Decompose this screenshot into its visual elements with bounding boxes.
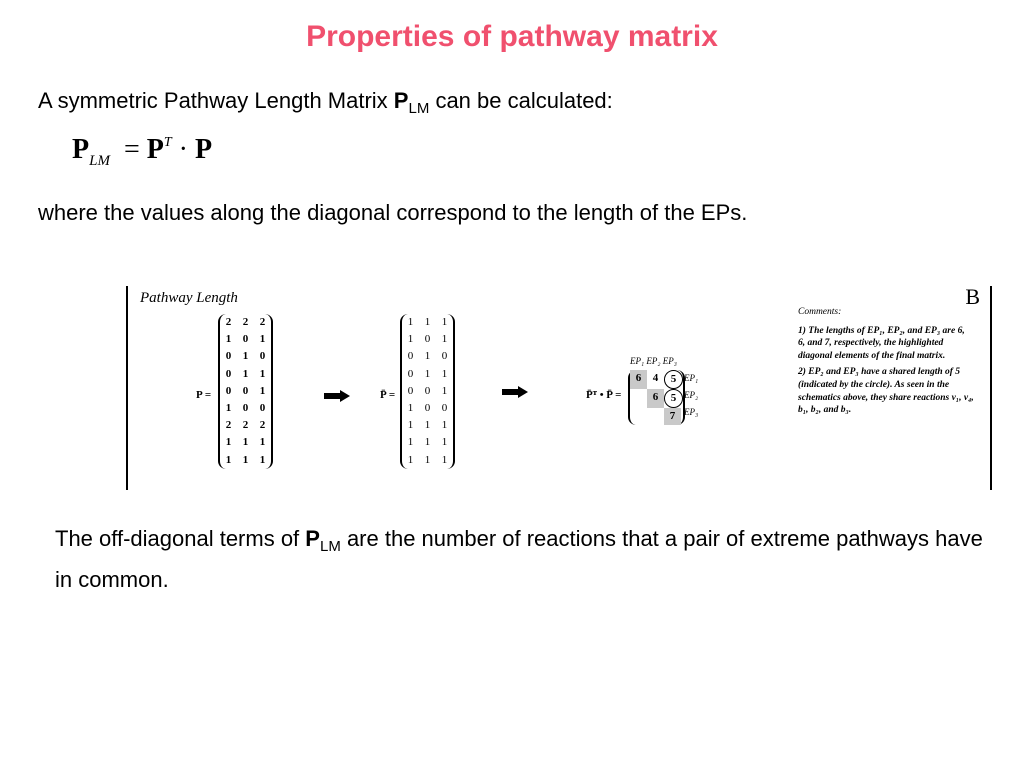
- matrix-p-cell: 2: [259, 316, 266, 328]
- matrix-pbar-cell: 1: [441, 453, 448, 466]
- diagonal-note: where the values along the diagonal correspond to the length of the EPs.: [38, 200, 748, 225]
- result-cell: [630, 389, 647, 408]
- matrix-pbar-cell: 1: [424, 453, 431, 466]
- result-cell: [630, 408, 647, 425]
- matrix-p-cell: 1: [259, 333, 266, 346]
- result-row: [630, 370, 683, 389]
- matrix-p-cell: 0: [259, 350, 266, 363]
- formula-p2: P: [194, 134, 213, 165]
- intro-subscript: LM: [408, 100, 430, 117]
- formula-dot: ·: [178, 134, 188, 165]
- formula-p: P: [146, 134, 164, 165]
- matrix-p-row: [220, 452, 271, 469]
- formula: [72, 134, 213, 169]
- matrix-pbar-cell: 1: [441, 316, 448, 328]
- matrix-pbar-cell: 1: [407, 333, 414, 346]
- offdiag-text: [55, 520, 985, 599]
- matrix-p-cell: 2: [259, 419, 266, 432]
- matrix-pbar-row: [402, 452, 453, 469]
- matrix-p-cell: 2: [242, 419, 249, 432]
- figure-title: Pathway Length: [140, 290, 238, 306]
- matrix-pbar-cell: 1: [407, 419, 414, 432]
- matrix-p: [218, 314, 273, 469]
- matrix-pbar-cell: 0: [441, 402, 448, 415]
- formula-equals: =: [123, 134, 140, 165]
- matrix-pbar-row: [402, 434, 453, 451]
- matrix-pbar-cell: 1: [407, 436, 414, 449]
- matrix-p-cell: 1: [225, 436, 232, 449]
- matrix-pbar-cell: 0: [424, 384, 431, 397]
- intro-after: can be calculated:: [429, 88, 613, 113]
- intro-symbol: P: [393, 88, 409, 113]
- matrix-pbar-row: [402, 348, 453, 365]
- result-cell: 6: [647, 389, 664, 408]
- arrow-icon: [502, 386, 528, 398]
- matrix-p-cell: 2: [225, 419, 232, 432]
- matrix-pbar-cell: 1: [424, 316, 431, 328]
- matrix-p-cell: 0: [225, 384, 232, 397]
- result-side-label: EP₂: [684, 390, 699, 400]
- matrix-pbar-cell: 1: [424, 350, 431, 363]
- matrix-p-cell: 0: [242, 402, 249, 415]
- pathway-length-figure: [126, 282, 992, 490]
- matrix-p-cell: 1: [242, 367, 249, 380]
- matrix-pbar-cell: 1: [424, 367, 431, 380]
- slide-title: Properties of pathway matrix: [306, 20, 718, 53]
- matrix-p-cell: 0: [242, 333, 249, 346]
- matrix-pbar-cell: 0: [424, 333, 431, 346]
- matrix-p-cell: 1: [259, 384, 266, 397]
- matrix-pbar-cell: 1: [441, 367, 448, 380]
- matrix-pbar-cell: 1: [424, 436, 431, 449]
- result-cell: 5: [664, 389, 683, 408]
- result-row: [630, 389, 683, 408]
- matrix-p-cell: 2: [242, 316, 249, 328]
- matrix-pbar-cell: 1: [407, 316, 414, 328]
- matrix-p-cell: 1: [225, 333, 232, 346]
- result-cell: 6: [630, 370, 647, 389]
- comments-box: [798, 306, 974, 421]
- matrix-p-row: [220, 348, 271, 365]
- matrix-pbar-row: [402, 366, 453, 383]
- matrix-p-row: [220, 383, 271, 400]
- matrix-p-cell: 1: [259, 453, 266, 466]
- matrix-p-row: [220, 434, 271, 451]
- matrix-pbar-row: [402, 417, 453, 434]
- matrix-p-cell: 1: [259, 436, 266, 449]
- matrix-pbar: [400, 314, 455, 469]
- matrix-p-cell: 0: [225, 367, 232, 380]
- matrix-p-cell: 0: [225, 350, 232, 363]
- matrix-p-cell: 2: [225, 316, 232, 328]
- matrix-pbar-row: [402, 383, 453, 400]
- formula-lhs: P: [72, 134, 90, 165]
- formula-sup: T: [163, 135, 172, 150]
- result-side-labels: [684, 370, 698, 421]
- result-body: [630, 370, 683, 425]
- result-cell: 5: [664, 370, 683, 389]
- matrix-p-row: [220, 417, 271, 434]
- result-side-label: EP₃: [684, 407, 699, 417]
- matrix-p-row: [220, 314, 271, 331]
- matrix-pbar-cell: 0: [407, 350, 414, 363]
- panel-letter: B: [965, 284, 980, 309]
- matrix-pbar-cell: 0: [407, 367, 414, 380]
- matrix-pbar-row: [402, 331, 453, 348]
- matrix-p-row: [220, 366, 271, 383]
- arrow-icon: [324, 390, 350, 402]
- matrix-pbar-cell: 1: [441, 333, 448, 346]
- matrix-p-cell: 0: [242, 384, 249, 397]
- matrix-p-cell: 1: [225, 453, 232, 466]
- matrix-pbar-cell: 0: [441, 350, 448, 363]
- p-label: P =: [196, 389, 212, 401]
- formula-lhs-sub: LM: [89, 153, 110, 169]
- matrix-p-cell: 1: [242, 453, 249, 466]
- matrix-pbar-cell: 1: [407, 402, 414, 415]
- matrix-p-row: [220, 400, 271, 417]
- comments-title: Comments:: [798, 307, 842, 317]
- result-row: [630, 408, 683, 425]
- offdiag-after: are the number of reactions that a pair of extreme pathways have in common.: [55, 526, 983, 592]
- result-cell: [647, 408, 664, 425]
- pbar-label: P̄ =: [380, 389, 396, 401]
- matrix-p-row: [220, 331, 271, 348]
- matrix-pbar-cell: 1: [441, 436, 448, 449]
- matrix-pbar-cell: 0: [424, 402, 431, 415]
- result-cell: 7: [664, 408, 681, 425]
- matrix-pbar-cell: 1: [407, 453, 414, 466]
- result-cell: 4: [652, 372, 659, 384]
- matrix-pbar-row: [402, 314, 453, 331]
- result-matrix: [628, 370, 685, 425]
- matrix-p-cell: 1: [225, 402, 232, 415]
- matrix-pbar-cell: 1: [441, 419, 448, 432]
- matrix-p-cell: 1: [242, 436, 249, 449]
- comment-1: 1) The lengths of EP₁, EP₂, and EP₃ are 6, 6, and 7, respectively, the highlighted diagonal elements of the final matrix.: [798, 325, 965, 361]
- intro-text: [38, 88, 613, 117]
- product-label: P̄ᵀ • P̄ =: [586, 389, 622, 401]
- matrix-pbar-cell: 1: [441, 384, 448, 397]
- result-header: EP₁ EP₂ EP₃: [630, 356, 677, 366]
- matrix-pbar-cell: 1: [424, 419, 431, 432]
- intro-before: A symmetric Pathway Length Matrix: [38, 88, 394, 113]
- matrix-p-cell: 0: [259, 402, 266, 415]
- result-side-label: EP₁: [684, 373, 699, 383]
- matrix-pbar-cell: 0: [407, 384, 414, 397]
- comment-2: 2) EP₂ and EP₃ have a shared length of 5 (indicated by the circle). As seen in the schematics above, they share reactions v₁, v₄, b₁, b₂, and b₃.: [798, 367, 974, 416]
- offdiag-subscript: LM: [319, 538, 341, 555]
- offdiag-before: The off-diagonal terms of: [55, 526, 306, 551]
- matrix-p-cell: 1: [259, 367, 266, 380]
- matrix-p-cell: 1: [242, 350, 249, 363]
- matrix-pbar-row: [402, 400, 453, 417]
- offdiag-symbol: P: [305, 526, 320, 551]
- figure-left-border: [126, 286, 128, 490]
- figure-right-border: [990, 286, 992, 490]
